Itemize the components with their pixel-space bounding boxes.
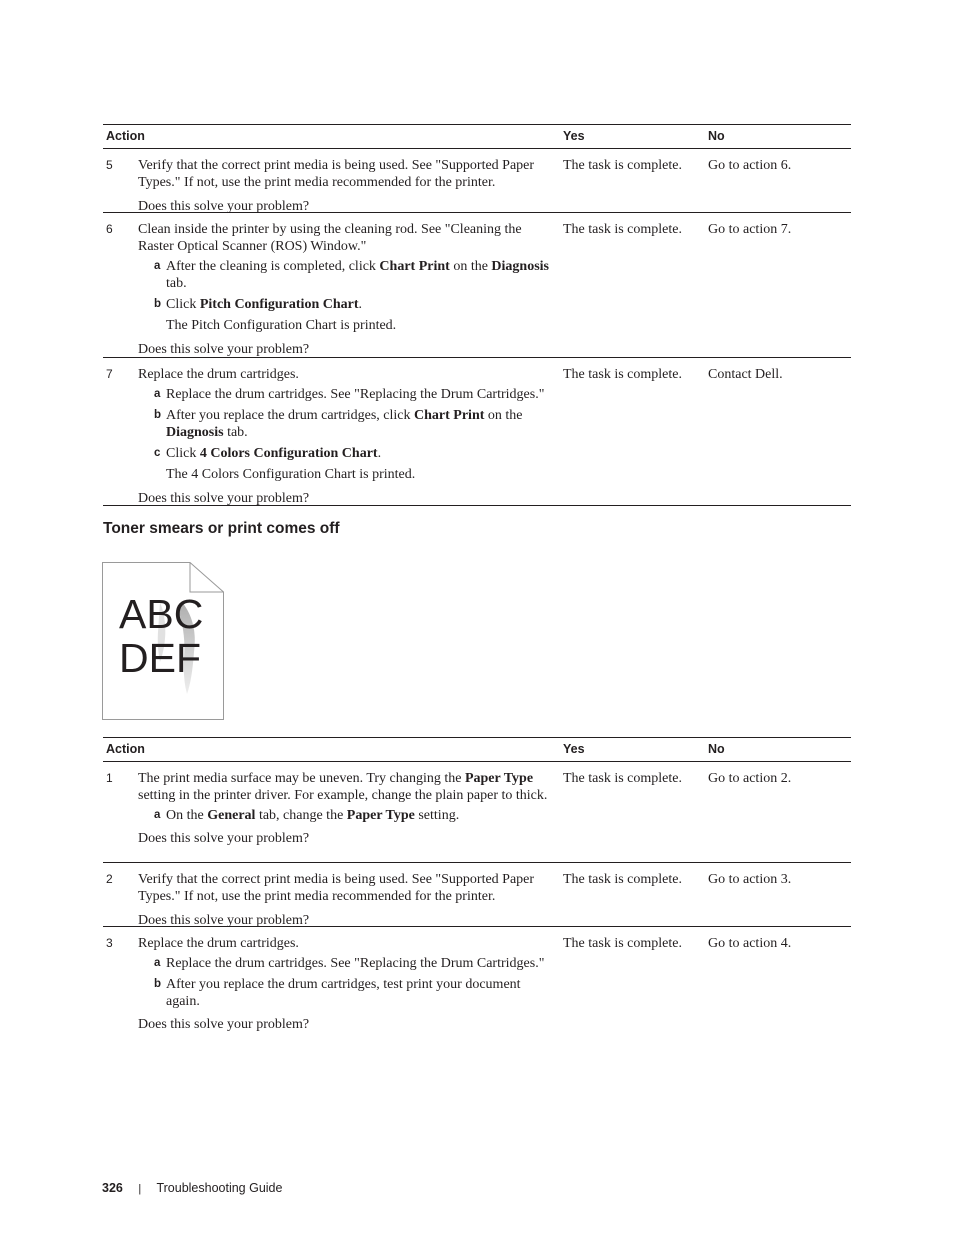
no-cell: Contact Dell. [708, 367, 783, 382]
action-cell [138, 221, 553, 365]
substep-letter: b [154, 409, 162, 421]
table-header [103, 124, 851, 149]
action-cell [138, 935, 553, 1040]
substep-a: a After the cleaning is completed, click Chart Print on the Diagnosis tab. [154, 259, 549, 291]
table-row [103, 863, 851, 927]
action-question: Does this solve your problem? [138, 199, 310, 214]
sample-text-line1: ABC [119, 591, 204, 637]
ui-term: Paper Type [464, 771, 534, 786]
action-number: 1 [106, 771, 113, 785]
no-cell: Go to action 6. [708, 158, 792, 173]
no-cell: Go to action 3. [708, 872, 792, 887]
header-yes: Yes [563, 129, 585, 143]
header-no: No [708, 742, 725, 756]
action-question: Does this solve your problem? [138, 831, 310, 846]
table-row [103, 927, 851, 1037]
action-number: 7 [106, 367, 113, 381]
ui-term: Chart Print [379, 259, 450, 274]
action-cell [138, 366, 553, 514]
footer-separator: | [138, 1183, 142, 1195]
header-action: Action [106, 742, 145, 756]
substep-a: a Replace the drum cartridges. See "Replacing the Drum Cartridges." [154, 956, 545, 971]
result-note: The Pitch Configuration Chart is printed. [166, 318, 397, 333]
table-row [103, 149, 851, 213]
ui-term: Pitch Configuration Chart [199, 297, 359, 312]
yes-cell: The task is complete. [563, 367, 682, 382]
section-heading: Toner smears or print comes off [103, 520, 340, 537]
substep-b: b Click Pitch Configuration Chart. [154, 297, 363, 312]
substep-letter: a [154, 809, 161, 821]
page-number: 326 [102, 1181, 123, 1195]
header-action: Action [106, 129, 145, 143]
footer-title: Troubleshooting Guide [156, 1181, 283, 1195]
substep-c: c Click 4 Colors Configuration Chart. [154, 446, 382, 461]
yes-cell: The task is complete. [563, 222, 682, 237]
action-question: Does this solve your problem? [138, 342, 310, 357]
action-cell [138, 770, 553, 854]
table-row [103, 762, 851, 863]
action-number: 5 [106, 158, 113, 172]
troubleshooting-table-1 [103, 124, 851, 506]
substep-letter: a [154, 260, 161, 272]
substep-letter: a [154, 957, 161, 969]
no-cell: Go to action 4. [708, 936, 792, 951]
action-question: Does this solve your problem? [138, 1017, 310, 1032]
action-number: 2 [106, 872, 113, 886]
action-question: Does this solve your problem? [138, 491, 310, 506]
action-text: Replace the drum cartridges. [138, 936, 299, 951]
result-note: The 4 Colors Configuration Chart is printed. [166, 467, 416, 482]
header-yes: Yes [563, 742, 585, 756]
troubleshooting-table-2 [103, 737, 851, 1037]
action-question: Does this solve your problem? [138, 913, 310, 928]
yes-cell: The task is complete. [563, 936, 682, 951]
action-text: Verify that the correct print media is being used. See "Supported Paper Types." If not, use the print media recommended for the printer. [138, 158, 535, 190]
substep-letter: a [154, 388, 161, 400]
no-cell: Go to action 2. [708, 771, 792, 786]
action-text: Clean inside the printer by using the cleaning rod. See "Cleaning the Raster Optical Scanner (ROS) Window." [138, 222, 522, 254]
action-number: 6 [106, 222, 113, 236]
yes-cell: The task is complete. [563, 771, 682, 786]
ui-term: General [207, 808, 256, 823]
ui-term: Diagnosis [491, 259, 549, 274]
substep-b: b After you replace the drum cartridges, click Chart Print on the Diagnosis tab. [154, 408, 523, 440]
table-header [103, 737, 851, 762]
action-text: Replace the drum cartridges. [138, 367, 299, 382]
smeared-page-illustration [102, 562, 224, 720]
action-text: Verify that the correct print media is being used. See "Supported Paper Types." If not, use the print media recommended for the printer. [138, 872, 535, 904]
substep-letter: c [154, 447, 161, 459]
header-no: No [708, 129, 725, 143]
table-row [103, 213, 851, 358]
sample-text-line2: DEF [119, 635, 201, 681]
ui-term: Diagnosis [166, 425, 224, 440]
ui-term: 4 Colors Configuration Chart [199, 446, 378, 461]
substep-letter: b [154, 298, 162, 310]
yes-cell: The task is complete. [563, 872, 682, 887]
page-footer [102, 1181, 282, 1195]
substep-b: b After you replace the drum cartridges, test print your document again. [154, 977, 521, 1009]
action-text: The print media surface may be uneven. Try changing the Paper Type setting in the printer driver. For example, change the plain paper to thick. [138, 771, 548, 803]
ui-term: Paper Type [346, 808, 415, 823]
table-row [103, 358, 851, 506]
substep-a: a On the General tab, change the Paper Type setting. [154, 808, 460, 823]
substep-letter: b [154, 978, 162, 990]
ui-term: Chart Print [414, 408, 485, 423]
action-number: 3 [106, 936, 113, 950]
no-cell: Go to action 7. [708, 222, 792, 237]
yes-cell: The task is complete. [563, 158, 682, 173]
substep-a: a Replace the drum cartridges. See "Replacing the Drum Cartridges." [154, 387, 545, 402]
